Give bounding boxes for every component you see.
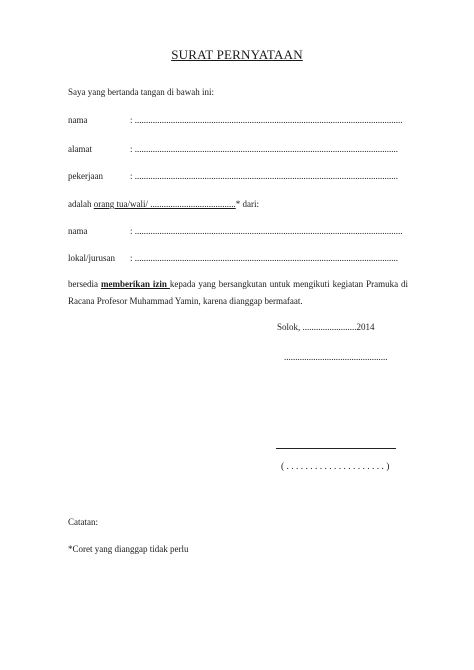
field-colon: : xyxy=(130,226,133,236)
field-alamat xyxy=(68,144,398,155)
field-colon: : xyxy=(130,144,133,154)
field-label: nama xyxy=(68,226,88,236)
field-colon: : xyxy=(130,171,133,181)
statement-emphasis: memberikan izin xyxy=(100,279,170,289)
intro-text: Saya yang bertanda tangan di bawah ini: xyxy=(68,87,214,97)
field-fill-dots: ..................................................................................................................... xyxy=(134,171,399,181)
relation-prefix: adalah xyxy=(68,199,92,209)
field-pekerjaan xyxy=(68,171,398,182)
statement-part1: bersedia xyxy=(68,279,101,289)
signature-line xyxy=(276,448,396,449)
relation-suffix: * dari: xyxy=(235,199,259,209)
field-label: pekerjaan xyxy=(68,171,103,181)
field-nama-parent xyxy=(68,115,403,126)
field-fill-dots: ..................................................................................................................... xyxy=(134,144,399,154)
field-colon: : xyxy=(130,115,133,125)
signature-name: ( . . . . . . . . . . . . . . . . . . . . . ) xyxy=(281,462,390,472)
note-text: *Coret yang dianggap tidak perlu xyxy=(68,544,189,554)
document-title: SURAT PERNYATAAN xyxy=(171,47,303,62)
field-label: alamat xyxy=(68,144,92,154)
field-nama-student xyxy=(68,226,403,237)
field-label: lokal/jurusan xyxy=(68,253,115,263)
field-fill-dots: ....................................................................................................................... xyxy=(134,226,403,236)
field-fill-dots: ..................................................................................................................... xyxy=(134,253,399,263)
field-fill-dots: ....................................................................................................................... xyxy=(134,115,403,125)
relation-options: orang tua/wali/ ...................................... xyxy=(93,199,236,209)
relation-line xyxy=(68,199,259,210)
statement-part2: kepada yang bersangkutan untuk mengikuti kegiatan Pramuka di Racana Profesor Muhammad Yamin, karena dianggap bermafaat. xyxy=(68,279,409,306)
field-label: nama xyxy=(68,115,88,125)
place-date: Solok, ........................2014 xyxy=(277,322,375,332)
statement-paragraph xyxy=(68,276,408,310)
note-label: Catatan: xyxy=(68,517,98,527)
date-dots-line: .............................................. xyxy=(284,352,388,362)
field-lokal-jurusan xyxy=(68,253,398,264)
field-colon: : xyxy=(130,253,133,263)
